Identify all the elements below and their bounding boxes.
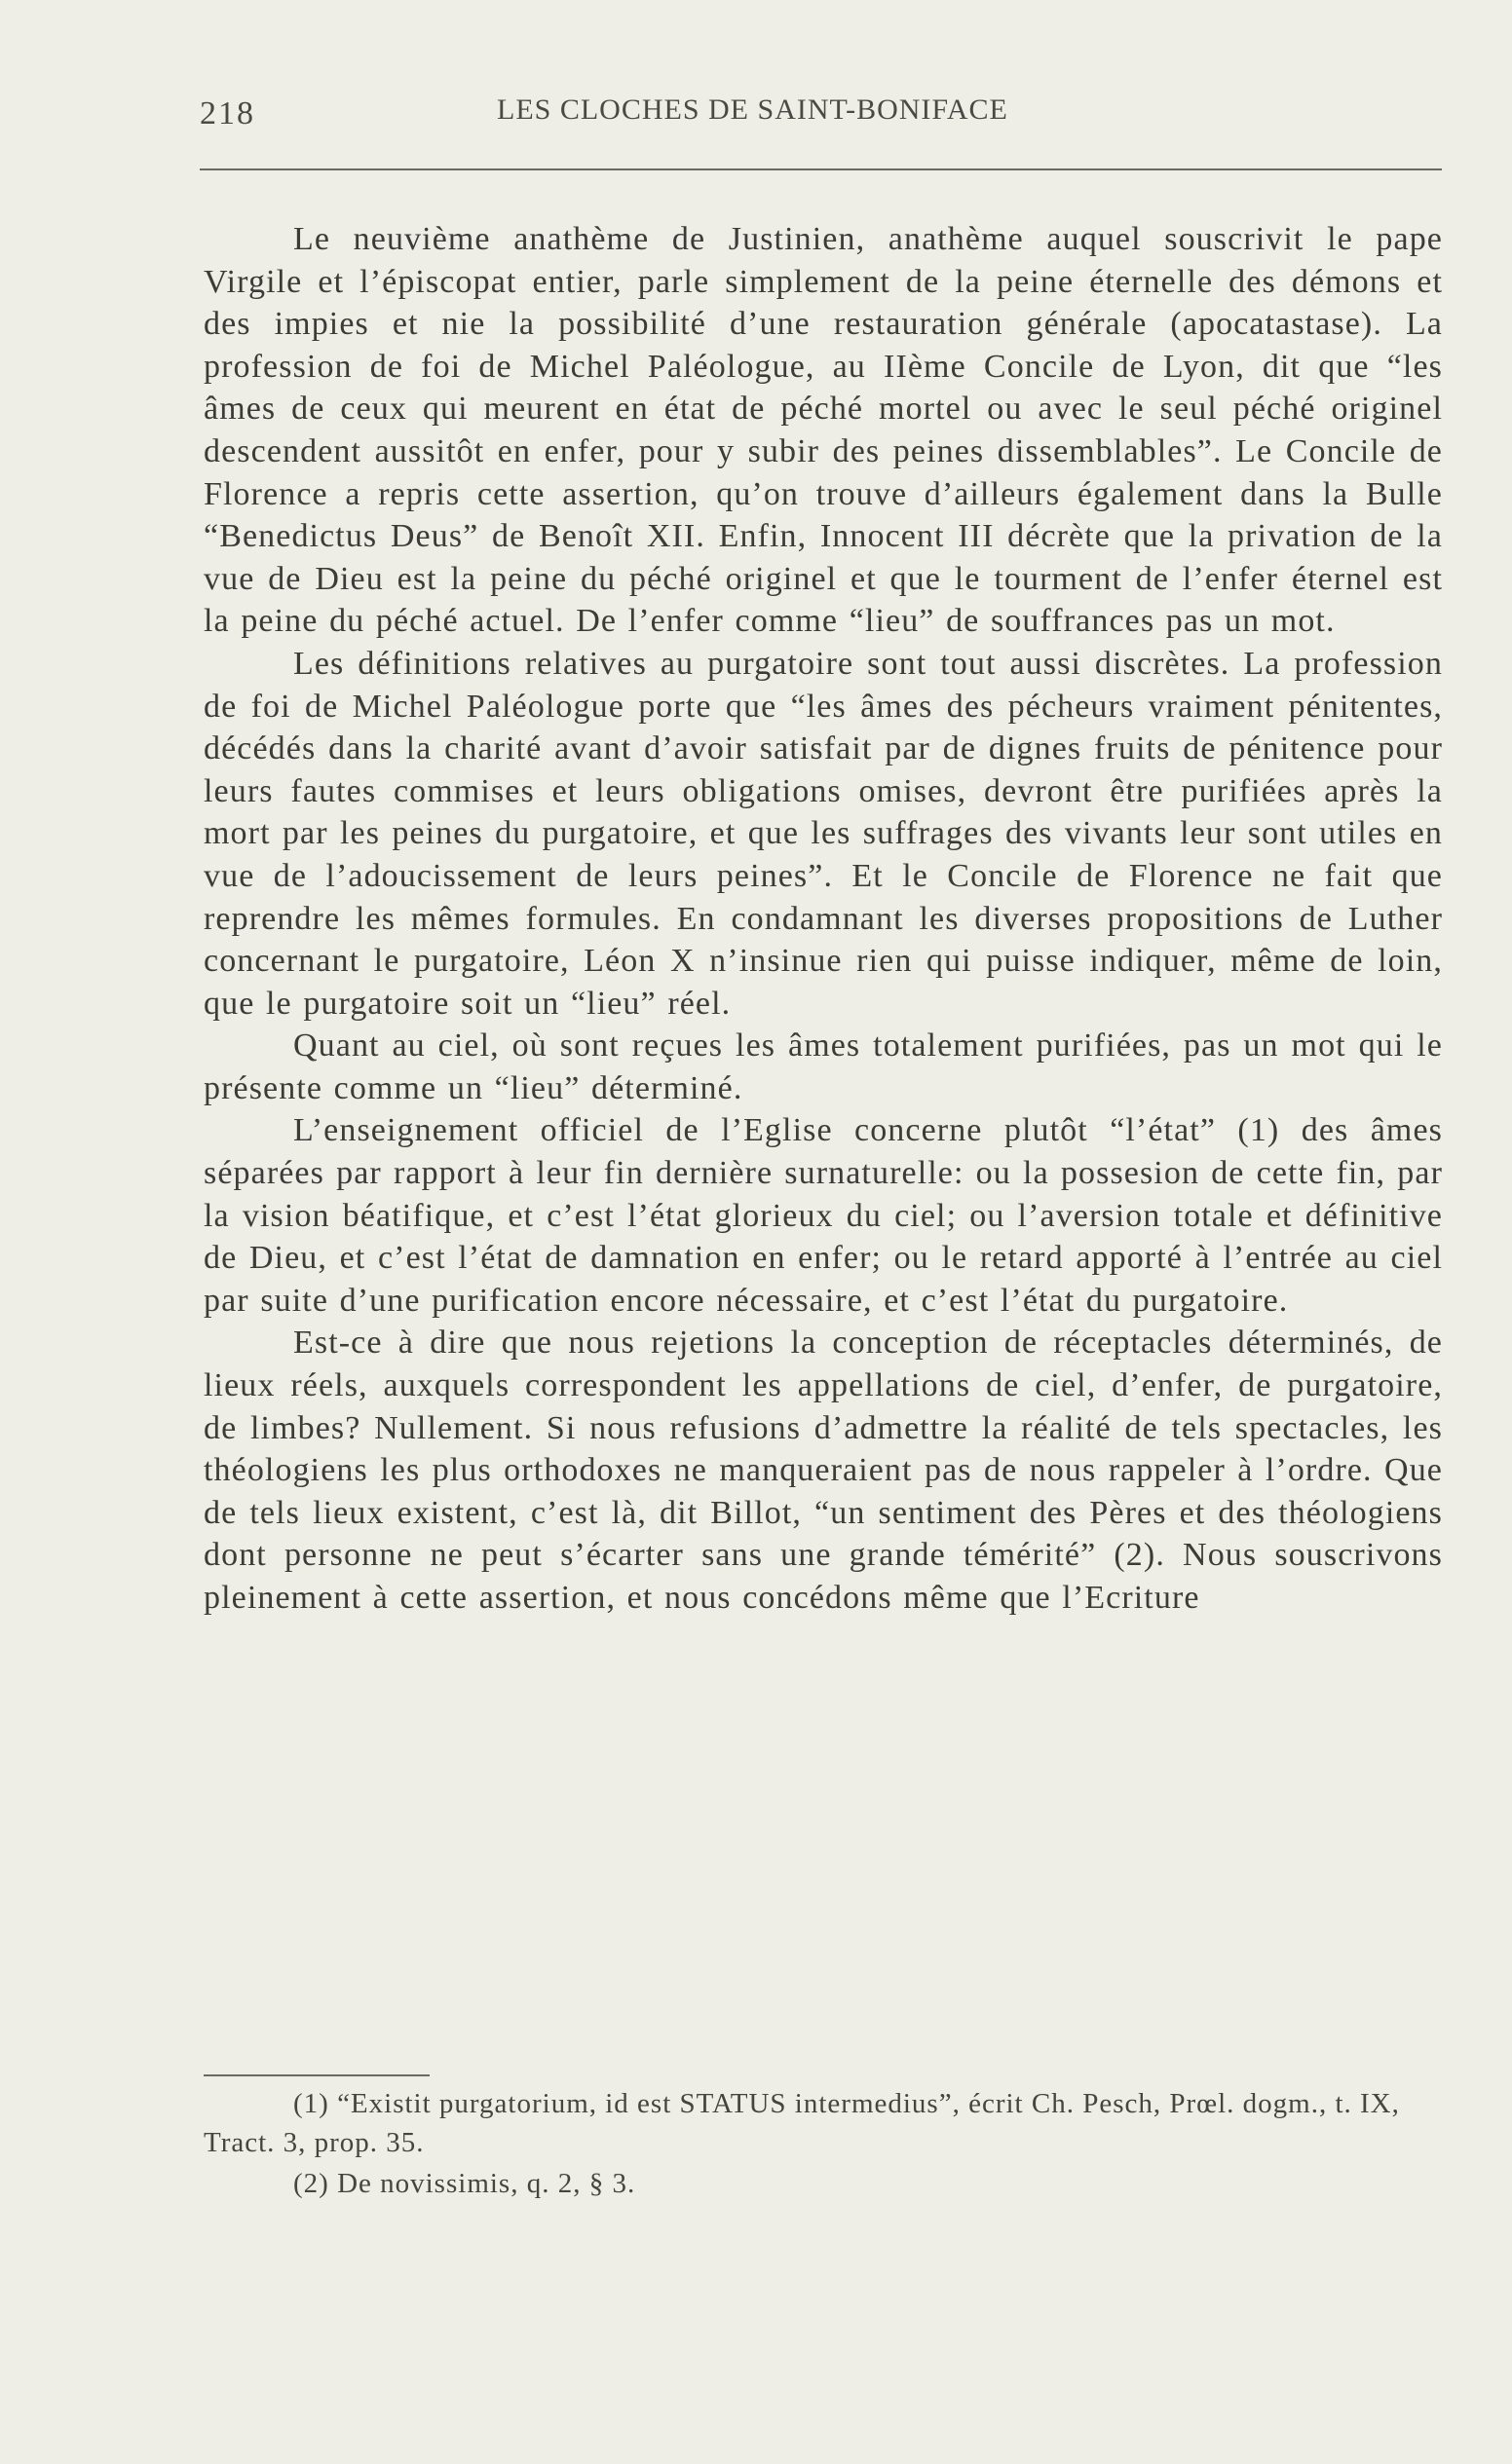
paragraph: Quant au ciel, où sont reçues les âmes totalement purifiées, pas un mot qui le présente comme un “lieu” déterminé. bbox=[204, 1027, 1443, 1106]
body-text bbox=[204, 218, 1443, 1620]
header-rule bbox=[200, 168, 1442, 170]
paragraph: Les définitions relatives au purgatoire sont tout aussi discrètes. La profession de foi de Michel Paléologue porte que “les âmes des pécheurs vraiment pénitentes, décédés dans la charité avant d’avoir satisfait par de dignes fruits de pénitence pour leurs fautes commises et leurs obligations omises, devront être purifiées après la mort par les peines du purgatoire, et que les suffrages des vivants leur sont utiles en vue de l’adoucissement de leurs peines”. Et le Concile de Florence ne fait que reprendre les mêmes formules. En condamnant les diverses propositions de Luther concernant le purgatoire, Léon X n’insinue rien qui puisse indiquer, même de loin, que le purgatoire soit un “lieu” réel. bbox=[204, 645, 1443, 1022]
page-header bbox=[200, 90, 1442, 138]
paragraph: Le neuvième anathème de Justinien, anathème auquel souscrivit le pape Virgile et l’épiscopat entier, parle simplement de la peine éternelle des démons et des impies et nie la possibilité d’une restauration générale (apocatastase). La profession de foi de Michel Paléologue, au IIème Concile de Lyon, dit que “les âmes de ceux qui meurent en état de péché mortel ou avec le seul péché originel descendent aussitôt en enfer, pour y subir des peines dissemblables”. Le Concile de Florence a repris cette assertion, qu’on trouve d’ailleurs également dans la Bulle “Benedictus Deus” de Benoît XII. Enfin, Innocent III décrète que la privation de la vue de Dieu est la peine du péché originel et que le tourment de l’enfer éternel est la peine du péché actuel. De l’enfer comme “lieu” de souffrances pas un mot. bbox=[204, 221, 1443, 640]
paragraph: L’enseignement officiel de l’Eglise concerne plutôt “l’état” (1) des âmes séparées par rapport à leur fin dernière surnaturelle: ou la possesion de cette fin, par la vision béatifique, et c’est l’état glorieux du ciel; ou l’aversion totale et définitive de Dieu, et c’est l’état de damnation en enfer; ou le retard apporté à l’entrée au ciel par suite d’une purification encore nécessaire, et c’est l’état du purgatoire. bbox=[204, 1112, 1443, 1319]
footnote: (1) “Existit purgatorium, id est STATUS intermedius”, écrit Ch. Pesch, Prœl. dogm., t. IX, Tract. 3, prop. 35. bbox=[204, 2088, 1400, 2158]
footnote-rule bbox=[204, 2074, 430, 2076]
footnote: (2) De novissimis, q. 2, § 3. bbox=[293, 2168, 636, 2199]
page-number: 218 bbox=[200, 95, 255, 131]
paragraph: Est-ce à dire que nous rejetions la conception de réceptacles déterminés, de lieux réels, auxquels correspondent les appellations de ciel, d’enfer, de purgatoire, de limbes? Nullement. Si nous refusions d’admettre la réalité de tels spectacles, les théologiens les plus orthodoxes ne manqueraient pas de nous rappeler à l’ordre. Que de tels lieux existent, c’est là, dit Billot, “un sentiment des Pères et des théologiens dont personne ne peut s’écarter sans une grande témérité” (2). Nous souscrivons pleinement à cette assertion, et nous concédons même que l’Ecriture bbox=[204, 1325, 1443, 1616]
running-title: LES CLOCHES DE SAINT-BONIFACE bbox=[497, 93, 1008, 126]
footnotes bbox=[204, 2084, 1443, 2203]
